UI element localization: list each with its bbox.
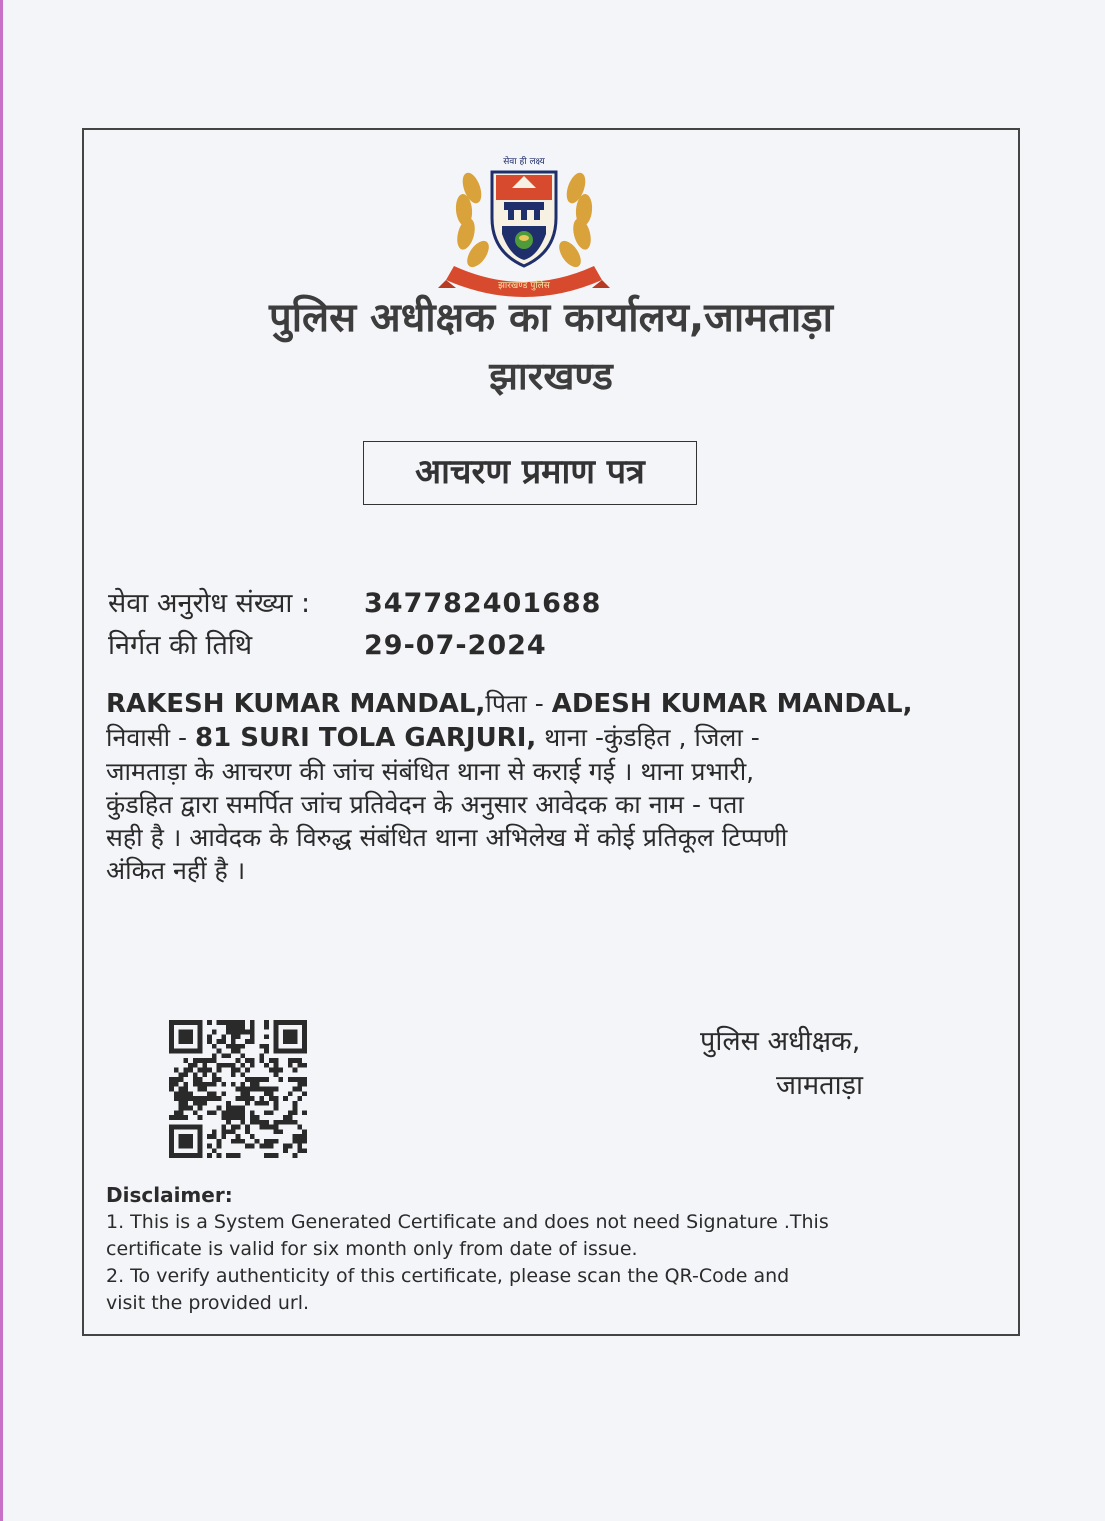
body-line-4: कुंडहित द्वारा समर्पित जांच प्रतिवेदन के अनुसार आवेदक का नाम - पता [106,790,744,819]
police-emblem-logo [434,148,614,308]
svg-text:झारखण्ड पुलिस: झारखण्ड पुलिस [498,281,550,291]
request-number-row [108,586,601,622]
body-line-6: अंकित नहीं है । [106,856,246,885]
issue-date-row [108,628,547,664]
request-number-value: 347782401688 [364,588,602,619]
verification-qr-code[interactable] [168,1020,308,1158]
disclaimer-line-2: certificate is valid for six month only from date of issue. [106,1238,638,1260]
disclaimer-heading: Disclaimer: [106,1183,233,1207]
body-line-1 [106,687,1006,721]
disclaimer-line-4: visit the provided url. [106,1292,310,1314]
issue-date-value: 29-07-2024 [364,630,547,661]
police-station-text: थाना -कुंडहित , जिला - [536,723,760,752]
father-name: ADESH KUMAR MANDAL, [551,689,913,719]
signatory-designation: पुलिस अधीक्षक, [700,1026,861,1057]
office-state: झारखण्ड [489,354,613,398]
certificate-title: आचरण प्रमाण पत्र [363,441,697,505]
disclaimer-line-1: 1. This is a System Generated Certificate and does not need Signature .This [106,1211,829,1233]
office-title: पुलिस अधीक्षक का कार्यालय,जामताड़ा [268,295,834,341]
request-number-label: सेवा अनुरोध संख्या : [108,588,311,619]
issue-date-label: निर्गत की तिथि [108,630,253,661]
resident-label: निवासी - [106,723,196,752]
disclaimer-section [106,1182,986,1317]
disclaimer-line-3: 2. To verify authenticity of this certificate, please scan the QR-Code and [106,1265,790,1287]
signatory-district: जामताड़ा [776,1070,863,1101]
certificate-body [106,687,1006,887]
applicant-name: RAKESH KUMAR MANDAL, [106,689,486,719]
scan-edge [0,0,3,1521]
applicant-address: 81 SURI TOLA GARJURI, [195,723,537,753]
father-label: पिता - [485,689,552,718]
svg-text:सेवा ही लक्ष्य: सेवा ही लक्ष्य [503,157,545,167]
body-line-3: जामताड़ा के आचरण की जांच संबंधित थाना से कराई गई । थाना प्रभारी, [106,757,755,786]
body-line-2 [106,721,1006,755]
body-line-5: सही है । आवेदक के विरुद्ध संबंधित थाना अभिलेख में कोई प्रतिकूल टिप्पणी [106,823,788,852]
